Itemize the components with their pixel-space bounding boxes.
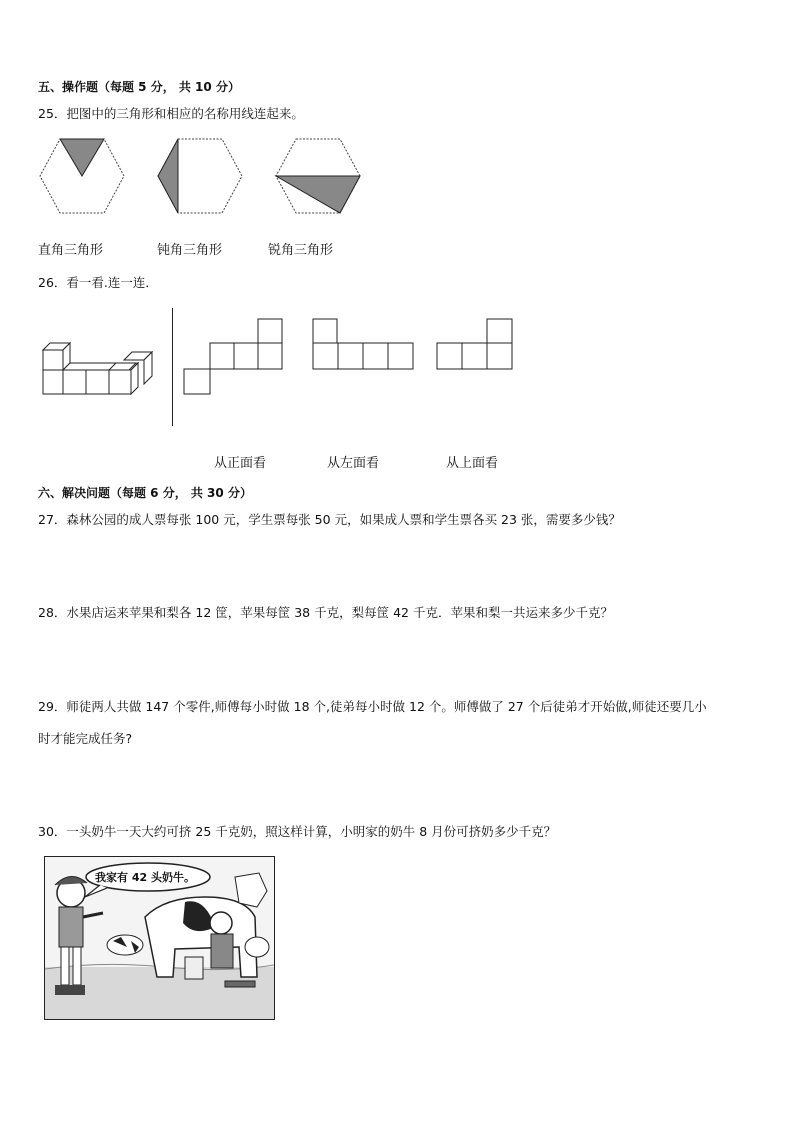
question-27: 27．森林公园的成人票每张 100 元，学生票每张 50 元，如果成人票和学生票各买 23 张，需要多少钱？ xyxy=(38,512,621,527)
cow-milking-illustration xyxy=(44,856,275,1020)
divider-line xyxy=(172,308,173,426)
label-left-view[interactable]: 从左面看 xyxy=(327,456,380,471)
triangle-shaded-2 xyxy=(158,139,178,213)
label-acute-triangle[interactable]: 锐角三角形 xyxy=(268,243,334,258)
speech-bubble-text: 我家有 42 头奶牛。 xyxy=(95,871,195,884)
label-obtuse-triangle[interactable]: 钝角三角形 xyxy=(157,243,223,258)
view-figure-2[interactable] xyxy=(312,318,416,372)
triangle-shaded-1 xyxy=(60,139,104,176)
question-30: 30．一头奶牛一天大约可挤 25 千克奶，照这样计算，小明家的奶牛 8 月份可挤奶多少千克？ xyxy=(38,824,557,839)
cube-stack-figure xyxy=(40,340,155,398)
view-figure-3[interactable] xyxy=(436,318,516,372)
label-right-triangle[interactable]: 直角三角形 xyxy=(38,243,104,258)
view-figure-1[interactable] xyxy=(183,318,285,396)
hexagon-figure-3[interactable] xyxy=(274,136,364,216)
section-6-title: 六、解决问题（每题 6 分， 共 30 分） xyxy=(38,486,252,500)
section-5-title: 五、操作题（每题 5 分， 共 10 分） xyxy=(38,80,240,94)
question-28: 28．水果店运来苹果和梨各 12 筐，苹果每筐 38 千克，梨每筐 42 千克．苹果和梨一共运来多少千克？ xyxy=(38,605,613,620)
hexagon-figure-1[interactable] xyxy=(38,136,128,216)
question-25: 25．把图中的三角形和相应的名称用线连起来。 xyxy=(38,106,304,121)
question-29-line-2: 时才能完成任务? xyxy=(38,731,133,746)
label-top-view[interactable]: 从上面看 xyxy=(446,456,499,471)
triangle-shaded-3 xyxy=(276,176,360,213)
label-front-view[interactable]: 从正面看 xyxy=(214,456,267,471)
question-26: 26．看一看.连一连． xyxy=(38,275,158,290)
hexagon-figure-2[interactable] xyxy=(156,136,246,216)
question-29-line-1: 29．师徒两人共做 147 个零件,师傅每小时做 18 个,徒弟每小时做 12 个。师傅做了 27 个后徒弟才开始做,师徒还要几小 xyxy=(38,699,707,714)
